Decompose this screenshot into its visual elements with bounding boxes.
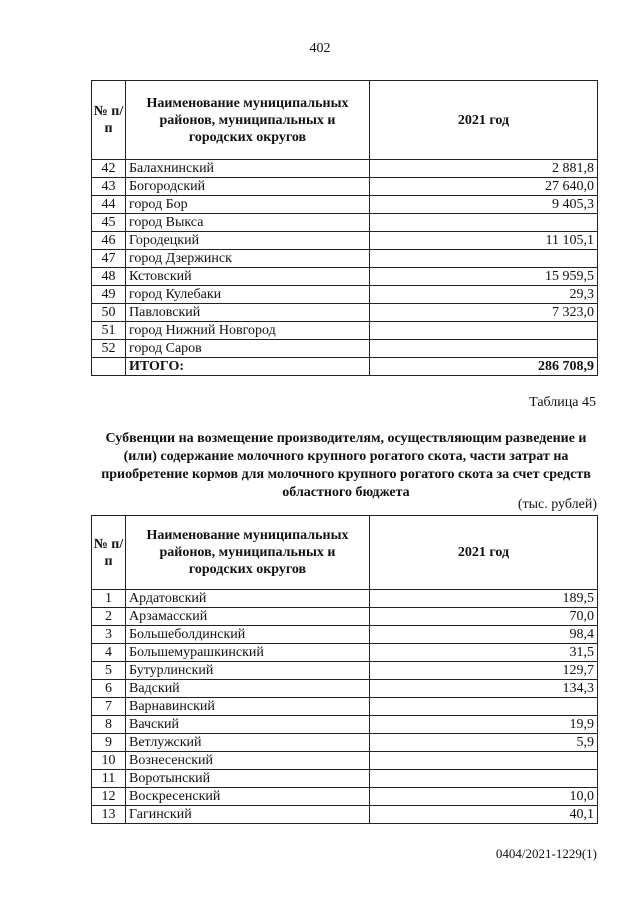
amount: [370, 752, 598, 770]
table-title: Субвенции на возмещение производителям, осуществляющим разведение и (или) содержание молочного крупного рогатого скота, части затрат на приобретение кормов для молочного крупного рогатого скота за счет средств областного бюджета: [101, 431, 591, 500]
amount: [370, 250, 598, 268]
column-header-num: № п/п: [92, 81, 126, 160]
row-number: [92, 358, 126, 376]
district-name: город Нижний Новгород: [126, 322, 370, 340]
table-row: [92, 716, 598, 734]
row-number: 46: [92, 232, 126, 250]
row-number: 9: [92, 734, 126, 752]
amount: 31,5: [370, 644, 598, 662]
row-number: 44: [92, 196, 126, 214]
amount: 11 105,1: [370, 232, 598, 250]
row-number: 52: [92, 340, 126, 358]
row-number: 49: [92, 286, 126, 304]
district-name: Гагинский: [126, 806, 370, 824]
table-row: [92, 662, 598, 680]
amount: 70,0: [370, 608, 598, 626]
table-row: [92, 178, 598, 196]
row-number: 7: [92, 698, 126, 716]
district-name: Воскресенский: [126, 788, 370, 806]
amount: 9 405,3: [370, 196, 598, 214]
row-number: 51: [92, 322, 126, 340]
row-number: 45: [92, 214, 126, 232]
row-number: 2: [92, 608, 126, 626]
district-name: Воротынский: [126, 770, 370, 788]
district-name: Павловский: [126, 304, 370, 322]
table-row: [92, 304, 598, 322]
amount: [370, 214, 598, 232]
table-row: [92, 590, 598, 608]
amount: 129,7: [370, 662, 598, 680]
district-name: Вознесенский: [126, 752, 370, 770]
table-row: [92, 232, 598, 250]
table-subsidies-dairy-cattle: [91, 515, 598, 824]
district-name: Городецкий: [126, 232, 370, 250]
table-row: [92, 788, 598, 806]
amount: 5,9: [370, 734, 598, 752]
amount: 10,0: [370, 788, 598, 806]
page-number: 402: [309, 41, 331, 56]
amount: 189,5: [370, 590, 598, 608]
district-name: Ардатовский: [126, 590, 370, 608]
district-name: город Кулебаки: [126, 286, 370, 304]
table-row: [92, 322, 598, 340]
row-number: 8: [92, 716, 126, 734]
table1-body: [92, 160, 598, 376]
district-name: Балахнинский: [126, 160, 370, 178]
table-row: [92, 196, 598, 214]
table-row: [92, 734, 598, 752]
row-number: 47: [92, 250, 126, 268]
table-row: [92, 644, 598, 662]
column-header-name: Наименование муниципальных районов, муниципальных и городских округов: [126, 516, 370, 590]
table-label: Таблица 45: [529, 395, 596, 410]
table-district-allocations-2021: [91, 80, 598, 376]
district-name: Большемурашкинский: [126, 644, 370, 662]
row-number: 48: [92, 268, 126, 286]
district-name: Арзамасский: [126, 608, 370, 626]
table-row: [92, 268, 598, 286]
district-name: Большеболдинский: [126, 626, 370, 644]
row-number: 1: [92, 590, 126, 608]
district-name: город Дзержинск: [126, 250, 370, 268]
table-row: [92, 608, 598, 626]
district-name: город Саров: [126, 340, 370, 358]
table-row: [92, 770, 598, 788]
amount: 40,1: [370, 806, 598, 824]
amount: 2 881,8: [370, 160, 598, 178]
row-number: 12: [92, 788, 126, 806]
table-row: [92, 752, 598, 770]
table-row: [92, 698, 598, 716]
row-number: 42: [92, 160, 126, 178]
table-row: [92, 214, 598, 232]
units-note: (тыс. рублей): [517, 497, 597, 512]
table-row: [92, 286, 598, 304]
table-row: [92, 340, 598, 358]
amount: [370, 770, 598, 788]
district-name: Богородский: [126, 178, 370, 196]
column-header-year: 2021 год: [370, 516, 598, 590]
amount: 27 640,0: [370, 178, 598, 196]
amount: 134,3: [370, 680, 598, 698]
column-header-year: 2021 год: [370, 81, 598, 160]
amount: 29,3: [370, 286, 598, 304]
district-name: Бутурлинский: [126, 662, 370, 680]
table-row: [92, 160, 598, 178]
row-number: 6: [92, 680, 126, 698]
table2-body: [92, 590, 598, 824]
row-number: 5: [92, 662, 126, 680]
total-label: ИТОГО:: [126, 358, 370, 376]
row-number: 50: [92, 304, 126, 322]
district-name: Вадский: [126, 680, 370, 698]
table-row: [92, 806, 598, 824]
row-number: 4: [92, 644, 126, 662]
row-number: 10: [92, 752, 126, 770]
district-name: Варнавинский: [126, 698, 370, 716]
column-header-num: № п/п: [92, 516, 126, 590]
district-name: Кстовский: [126, 268, 370, 286]
district-name: Вачский: [126, 716, 370, 734]
district-name: город Бор: [126, 196, 370, 214]
amount: [370, 322, 598, 340]
amount: 98,4: [370, 626, 598, 644]
document-code: 0404/2021-1229(1): [495, 846, 597, 861]
row-number: 11: [92, 770, 126, 788]
amount: 15 959,5: [370, 268, 598, 286]
district-name: Ветлужский: [126, 734, 370, 752]
amount: 19,9: [370, 716, 598, 734]
total-row: [92, 358, 598, 376]
row-number: 3: [92, 626, 126, 644]
column-header-name: Наименование муниципальных районов, муниципальных и городских округов: [126, 81, 370, 160]
table-row: [92, 626, 598, 644]
amount: [370, 698, 598, 716]
amount: 7 323,0: [370, 304, 598, 322]
table-row: [92, 250, 598, 268]
amount: [370, 340, 598, 358]
row-number: 13: [92, 806, 126, 824]
total-amount: 286 708,9: [370, 358, 598, 376]
row-number: 43: [92, 178, 126, 196]
table-row: [92, 680, 598, 698]
district-name: город Выкса: [126, 214, 370, 232]
